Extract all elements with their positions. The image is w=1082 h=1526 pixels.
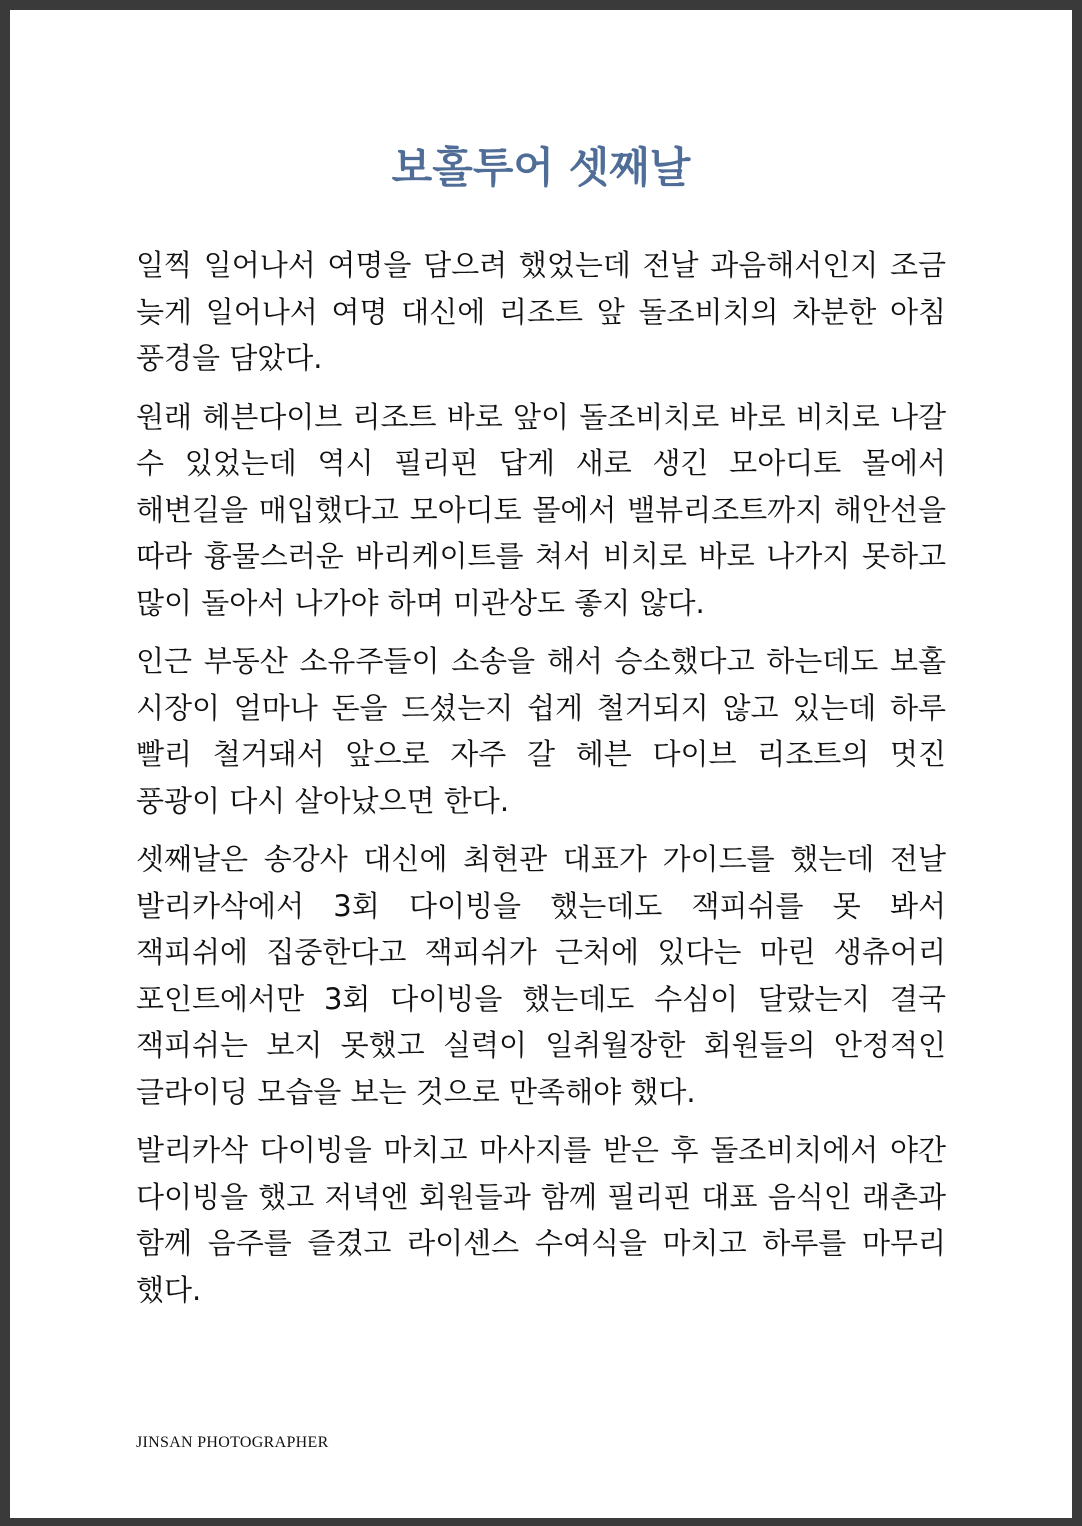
paragraph-1: 일찍 일어나서 여명을 담으려 했었는데 전날 과음해서인지 조금 늦게 일어나서 여명 대신에 리조트 앞 돌조비치의 차분한 아침 풍경을 담았다. <box>136 248 946 375</box>
paragraph-5: 발리카삭 다이빙을 마치고 마사지를 받은 후 돌조비치에서 야간 다이빙을 했고 저녁엔 회원들과 함께 필리핀 대표 음식인 래촌과 함께 음주를 즐겼고 라이센스 수여식을 마치고 하루를 마무리 했다. <box>136 1133 946 1307</box>
paragraph-2: 원래 헤븐다이브 리조트 바로 앞이 돌조비치로 바로 비치로 나갈 수 있었는데 역시 필리핀 답게 새로 생긴 모아디토 몰에서 해변길을 매입했다고 모아디토 몰에서 밸뷰리조트까지 해안선을 따라 흉물스러운 바리케이트를 쳐서 비치로 바로 나가지 못하고 많이 돌아서 나가야 하며 미관상도 좋지 않다. <box>136 399 946 620</box>
page-title: 보홀투어 셋째날 <box>391 143 691 192</box>
paragraph-4: 셋째날은 송강사 대신에 최현관 대표가 가이드를 했는데 전날 발리카삭에서 3회 다이빙을 했는데도 잭피쉬를 못 봐서 잭피쉬에 집중한다고 잭피쉬가 근처에 있다는 마린 생츄어리 포인트에서만 3회 다이빙을 했는데도 수심이 달랐는지 결국 잭피쉬는 보지 못했고 실력이 일취월장한 회원들의 안정적인 글라이딩 모습을 보는 것으로 만족해야 했다. <box>136 842 946 1109</box>
footer-credit: JINSAN PHOTOGRAPHER <box>136 1434 329 1451</box>
paragraph-3: 인근 부동산 소유주들이 소송을 해서 승소했다고 하는데도 보홀 시장이 얼마나 돈을 드셨는지 쉽게 철거되지 않고 있는데 하루 빨리 철거돼서 앞으로 자주 갈 헤븐 다이브 리조트의 멋진 풍광이 다시 살아났으면 한다. <box>136 644 946 818</box>
document-page <box>10 10 1072 1518</box>
document-body <box>136 242 946 1325</box>
